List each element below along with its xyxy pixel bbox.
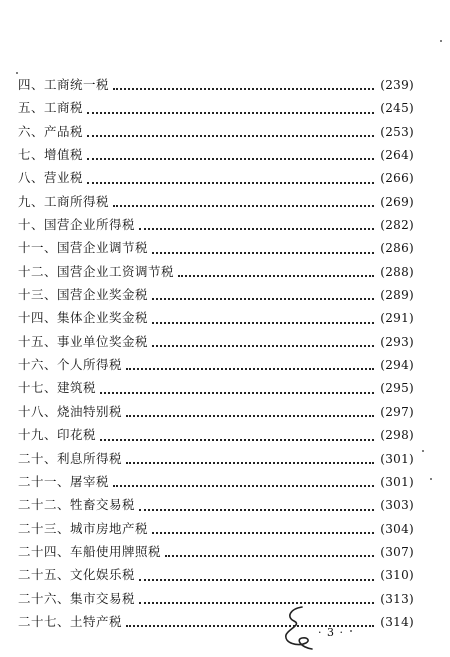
- toc-entry-title: 十七、建筑税: [18, 380, 97, 396]
- toc-entry-title: 四、工商统一税: [18, 77, 110, 92]
- toc-entry-page: (291): [380, 311, 414, 326]
- toc-entry-title: 十一、国营企业调节税: [18, 240, 149, 256]
- toc-entry: [18, 166, 414, 189]
- dot-leader: [139, 579, 374, 581]
- toc-entry: [18, 376, 414, 399]
- toc-entry: [18, 73, 414, 96]
- toc-entry: [18, 587, 414, 610]
- toc-entry-title: 十、国营企业所得税: [18, 217, 136, 233]
- dot-leader: [139, 228, 374, 230]
- toc-entry: [18, 213, 414, 236]
- toc-entry-page: (245): [380, 101, 414, 116]
- dot-leader: [139, 509, 374, 511]
- toc-entry-title: 二十、利息所得税: [18, 450, 123, 466]
- toc-entry: [18, 517, 414, 540]
- scan-speck: [440, 40, 442, 42]
- toc-entry-title: 八、营业税: [18, 170, 84, 186]
- toc-entry-page: (266): [380, 171, 414, 186]
- toc-entry: [18, 96, 414, 119]
- toc-entry: [18, 400, 414, 423]
- toc-entry-page: (239): [380, 78, 414, 92]
- toc-entry-title: 七、增值税: [18, 147, 84, 163]
- toc-entry: [18, 447, 414, 470]
- dot-leader: [139, 602, 374, 604]
- toc-entry: [18, 330, 414, 353]
- toc-entry-title: 二十四、车船使用牌照税: [18, 543, 162, 559]
- toc-entry-page: (286): [380, 241, 414, 256]
- toc-entry-page: (303): [380, 498, 414, 513]
- toc-entry-page: (295): [380, 381, 414, 396]
- dot-leader: [152, 298, 374, 300]
- toc-entry: [18, 423, 414, 446]
- toc-entry-title: 二十三、城市房地产税: [18, 520, 149, 536]
- toc-entry-title: 九、工商所得税: [18, 193, 110, 209]
- toc-entry-title: 二十七、土特产税: [18, 613, 123, 629]
- scan-speck: [350, 630, 352, 632]
- toc-entry-page: (289): [380, 288, 414, 303]
- toc-entry-page: (253): [380, 124, 414, 139]
- toc-entry-page: (269): [380, 194, 414, 209]
- dot-leader: [87, 135, 374, 137]
- toc-entry: [18, 190, 414, 213]
- toc-entry-title: 十九、印花税: [18, 427, 97, 443]
- toc-entry: [18, 610, 414, 633]
- toc-entry-page: (314): [380, 614, 414, 629]
- toc-entry-page: (298): [380, 428, 414, 443]
- dot-leader: [178, 275, 374, 277]
- dot-leader: [152, 322, 374, 324]
- scan-speck: [16, 72, 18, 74]
- toc-entry-page: (307): [380, 544, 414, 559]
- toc-entry-title: 六、产品税: [18, 123, 84, 139]
- toc-entry-page: (301): [380, 451, 414, 466]
- toc-entry: [18, 143, 414, 166]
- toc-entry: [18, 540, 414, 563]
- dot-leader: [126, 462, 374, 464]
- table-of-contents: [18, 73, 414, 633]
- toc-entry-page: (301): [380, 474, 414, 489]
- dot-leader: [152, 345, 374, 347]
- toc-entry-page: (293): [380, 334, 414, 349]
- toc-entry: [18, 236, 414, 259]
- toc-entry-title: 二十二、牲畜交易税: [18, 497, 136, 513]
- dot-leader: [113, 485, 374, 487]
- scan-speck: [422, 450, 424, 452]
- dot-leader: [87, 112, 374, 114]
- toc-entry-page: (310): [380, 568, 414, 583]
- dot-leader: [100, 392, 374, 394]
- toc-entry-title: 二十一、屠宰税: [18, 473, 110, 489]
- dot-leader: [87, 158, 374, 160]
- toc-entry-page: (304): [380, 521, 414, 536]
- dot-leader: [113, 88, 374, 90]
- toc-entry-page: (297): [380, 404, 414, 419]
- dot-leader: [152, 252, 374, 254]
- handwritten-mark: [280, 603, 320, 653]
- dot-leader: [126, 415, 374, 417]
- toc-entry-title: 十八、烧油特别税: [18, 403, 123, 419]
- dot-leader: [126, 368, 374, 370]
- toc-entry-title: 十三、国营企业奖金税: [18, 287, 149, 303]
- toc-entry-page: (282): [380, 218, 414, 233]
- toc-entry-title: 十二、国营企业工资调节税: [18, 263, 175, 279]
- dot-leader: [113, 205, 374, 207]
- toc-entry-page: (264): [380, 148, 414, 163]
- toc-entry-title: 十五、事业单位奖金税: [18, 333, 149, 349]
- toc-entry-page: (294): [380, 358, 414, 373]
- toc-entry: [18, 353, 414, 376]
- toc-entry: [18, 120, 414, 143]
- toc-entry-page: (288): [380, 264, 414, 279]
- toc-entry-page: (313): [380, 591, 414, 606]
- toc-entry-title: 五、工商税: [18, 100, 84, 116]
- dot-leader: [87, 182, 374, 184]
- page-number: · 3 ·: [318, 626, 344, 639]
- dot-leader: [100, 439, 374, 441]
- dot-leader: [152, 532, 374, 534]
- dot-leader: [165, 555, 374, 557]
- scan-speck: [430, 478, 432, 480]
- toc-entry: [18, 563, 414, 586]
- toc-entry-title: 二十六、集市交易税: [18, 590, 136, 606]
- toc-entry-title: 十六、个人所得税: [18, 357, 123, 373]
- toc-entry: [18, 260, 414, 283]
- toc-entry: [18, 493, 414, 516]
- toc-entry: [18, 306, 414, 329]
- toc-entry-title: 二十五、文化娱乐税: [18, 567, 136, 583]
- toc-entry: [18, 283, 414, 306]
- toc-entry-title: 十四、集体企业奖金税: [18, 310, 149, 326]
- toc-entry: [18, 470, 414, 493]
